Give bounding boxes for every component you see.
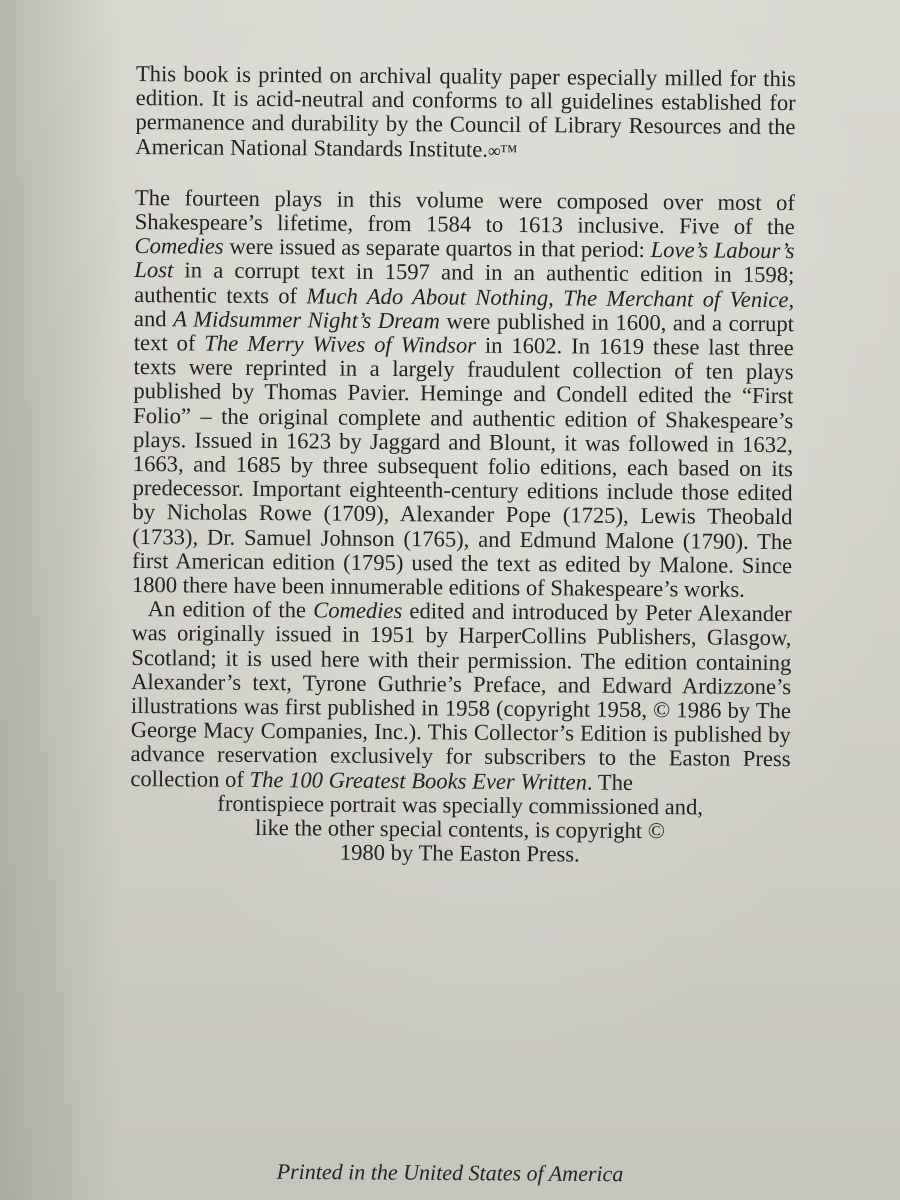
collection-title: The 100 Greatest Books Ever Written — [249, 766, 588, 795]
taper-line: like the other special contents, is copyright © — [254, 815, 666, 844]
history-text-2: were issued as separate quartos in that period: — [223, 233, 651, 263]
tapered-closing-lines — [130, 791, 791, 869]
play-titles-much-ado-merchant: Much Ado About Nothing, The Merchant of Venice, — [306, 282, 795, 312]
history-text-3: in a corrupt text in 1597 and in an authentic edition in 1598; authentic texts of — [134, 257, 795, 308]
history-text-1: The fourteen plays in this volume were composed over most of Shakespeare’s lifetime, from 1584 to 1613 inclusive. Five of the — [134, 184, 796, 240]
history-text-5: were published in 1600, and a corrupt text of — [133, 308, 795, 356]
edition-text-1: An edition of the — [147, 596, 314, 623]
history-text-6: in 1602. In 1619 these last three texts were reprinted in a largely fraudulent collection of ten plays published by Thomas Pavier. Heminge and Condell edited the “First Folio” – the original complete and authentic edition of Shakespeare’s plays. Issued in 1623 by Jaggard and Blount, it was followed in 1632, 1663, and 1685 by three subsequent folio editions, each based on its predecessor. Important eighteenth-century editions include those edited by Nicholas Rowe (1709), Alexander Pope (1725), Lewis Theobald (1733), Dr. Samuel Johnson (1765), and Edmund Malone (1790). The first American edition (1795) used the text as edited by Malone. Since 1800 there have been innumerable editions of Shakespeare’s works. — [131, 332, 794, 602]
comedies-title: Comedies — [134, 233, 224, 259]
publication-history-paragraph — [132, 186, 795, 603]
copyright-page-text — [130, 62, 796, 869]
edition-text-3: . The — [586, 769, 634, 795]
edition-text-2: edited and introduced by Peter Alexander was originally issued in 1951 by HarperCollins Publishers, Glasgow, Scotland; it is used here with their permission. The edition containing Alexander’s text, Tyrone Guthrie’s Preface, and Edward Ardizzone’s illustrations was first published in 1958 (copyright 1958, © 1986 by The George Macy Companies, Inc.). This Collector’s Edition is published by advance reservation exclusively for subscribers to the Easton Press collection of — [130, 598, 792, 792]
archival-notice-text: This book is printed on archival quality paper especially milled for this edition. It is acid-neutral and conforms to all guidelines established for permanence and durability by the Council of Library Resources and the American National Standards Institute. — [135, 61, 796, 162]
printed-in-usa-footer: Printed in the United States of America — [276, 1158, 624, 1187]
history-text-4: and — [133, 305, 174, 332]
permanence-mark: ∞™ — [487, 140, 517, 161]
play-title-midsummer: A Midsummer Night’s Dream — [173, 306, 440, 334]
play-title-merry-wives: The Merry Wives of Windsor — [204, 330, 477, 358]
taper-line: frontispiece portrait was specially commissioned and, — [217, 790, 704, 820]
edition-comedies-title: Comedies — [313, 597, 403, 624]
taper-line: 1980 by The Easton Press. — [339, 839, 580, 867]
archival-paper-notice — [135, 62, 796, 165]
edition-paragraph — [130, 597, 792, 796]
play-title-loves-labours-lost: Love’s Labour’s Lost — [134, 237, 795, 283]
page-shadow — [0, 0, 120, 1200]
